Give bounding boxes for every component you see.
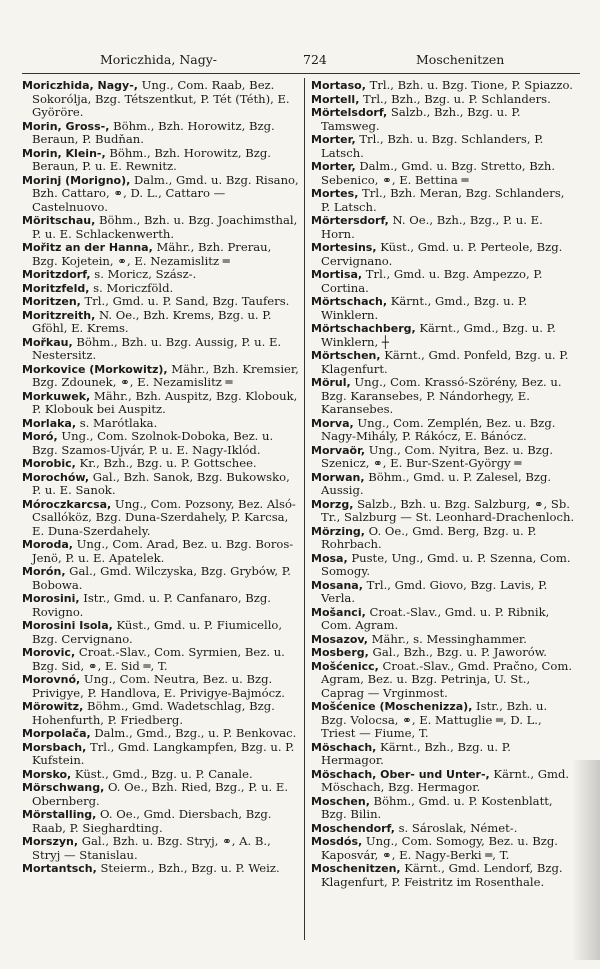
page-edge-shadow (572, 760, 600, 960)
entry-headword: Mosa, (311, 551, 348, 565)
entry-details: N. Oe., Bzh. Krems, Bzg. u. P. Gföhl, E. Krems. (32, 307, 272, 335)
entry-details: Böhm., Bzh. u. Bzg. Aussig, P. u. E. Nestersitz. (32, 334, 282, 362)
entry-details: Salzb., Bzh. u. Bzg. Salzburg, ⚭, Sb. Tr., Salzburg — St. Leonhard-Drachenloch. (321, 496, 575, 524)
directory-entry (311, 106, 576, 133)
entry-details: Ung., Com. Neutra, Bez. u. Bzg. Privigye, P. Handlova, E. Privigye-Bajmócz. (32, 672, 285, 700)
entry-headword: Morkuwek, (22, 389, 91, 403)
entry-details: Gal., Bzh. Sanok, Bzg. Bukowsko, P. u. E. Sanok. (32, 469, 290, 497)
entry-details: Trl., Bzh. Meran, Bzg. Schlanders, P. Latsch. (321, 186, 565, 214)
entry-headword: Möschach, Ober- und Unter-, (311, 767, 490, 781)
entry-headword: Mörstalling, (22, 808, 97, 821)
directory-entry (311, 376, 576, 417)
directory-entry (311, 606, 576, 633)
directory-entry (311, 160, 576, 187)
entry-details: Ung., Com. Zemplén, Bez. u. Bzg. Nagy-Mihály, P. Rákócz, E. Bánócz. (321, 415, 556, 443)
entry-headword: Mořitz an der Hanna, (22, 241, 153, 254)
entry-headword: Morkovice (Morkowitz), (22, 362, 168, 376)
entry-details: Kärnt., Gmd. Lendorf, Bzg. Klagenfurt, P. Feistritz im Rosenthale. (321, 861, 563, 889)
directory-entry (22, 174, 300, 215)
directory-entry (22, 457, 300, 471)
left-column (22, 79, 300, 876)
entry-details: Ung., Com. Szolnok-Doboka, Bez. u. Bzg. Szamos-Ujvár, P. u. E. Nagy-Iklód. (32, 429, 274, 457)
entry-headword: Morosini, (22, 592, 80, 605)
entry-headword: Mortesins, (311, 241, 377, 254)
directory-entry (311, 795, 576, 822)
directory-entry (311, 768, 576, 795)
directory-entry (22, 430, 300, 457)
entry-headword: Moritzfeld, (22, 281, 90, 295)
directory-entry (311, 471, 576, 498)
entry-details: Böhm., Gmd. Wadetschlag, Bzg. Hohenfurth, P. Friedberg. (32, 699, 275, 727)
entry-details: Trl., Gmd. Giovo, Bzg. Lavis, P. Verla. (321, 577, 548, 605)
directory-entry (311, 660, 576, 701)
entry-headword: Mörtschen, (311, 349, 381, 362)
directory-entry (22, 781, 300, 808)
entry-headword: Morlaka, (22, 416, 77, 430)
directory-entry (311, 633, 576, 647)
directory-entry (311, 525, 576, 552)
directory-entry (311, 187, 576, 214)
right-column (311, 79, 576, 889)
entry-details: Ung., Com. Pozsony, Bez. Alsó-Csallóköz, Bzg. Duna-Szerdahely, P. Karcsa, E. Duna-Szerdahely. (32, 496, 296, 538)
directory-entry (22, 336, 300, 363)
entry-headword: Morter, (311, 133, 356, 146)
entry-headword: Morin, Gross-, (22, 119, 110, 133)
directory-entry (22, 727, 300, 741)
entry-headword: Mortisa, (311, 268, 363, 281)
running-header (20, 50, 580, 72)
column-divider (304, 78, 305, 940)
directory-entry (311, 579, 576, 606)
entry-details: Trl., Gmd. u. Bzg. Ampezzo, P. Cortina. (321, 267, 543, 295)
directory-entry (22, 390, 300, 417)
entry-headword: Mosdós, (311, 835, 363, 848)
entry-headword: Morzg, (311, 497, 354, 511)
entry-headword: Mosazov, (311, 632, 368, 646)
entry-details: Kärnt., Gmd. Möschach, Bzg. Hermagor. (321, 766, 570, 794)
directory-entry (311, 700, 576, 741)
entry-headword: Mosberg, (311, 646, 369, 659)
entry-details: s. Moricz, Szász-. (90, 267, 197, 281)
directory-entry (311, 444, 576, 471)
entry-headword: Moriczhida, Nagy-, (22, 79, 138, 92)
directory-entry (22, 835, 300, 862)
entry-details: Gal., Bzh. u. Bzg. Stryj, ⚭, A. B., Stryj — Stanislau. (32, 834, 271, 862)
entry-headword: Mošćenice (Moschenizza), (311, 700, 473, 713)
entry-details: Kärnt., Bzh., Bzg. u. P. Hermagor. (321, 739, 511, 767)
entry-details: Trl., Gmd. u. P. Sand, Bzg. Taufers. (80, 294, 290, 308)
entry-details: Mähr., Bzh. Auspitz, Bzg. Klobouk, P. Klobouk bei Auspitz. (32, 388, 298, 416)
entry-details: Croat.-Slav., Gmd. Pračno, Com. Agram, Bez. u. Bzg. Petrinja, U. St., Caprag — Vrginmost. (321, 658, 573, 700)
entry-headword: Mortell, (311, 92, 360, 106)
entry-details: Küst., Gmd., Bzg. u. P. Canale. (71, 766, 253, 781)
directory-entry (311, 835, 576, 862)
directory-entry (22, 79, 300, 120)
directory-entry (311, 79, 576, 93)
directory-entry (22, 646, 300, 673)
entry-headword: Morinj (Morigno), (22, 173, 131, 187)
entry-headword: Morsko, (22, 767, 72, 781)
entry-details: Böhm., Bzh. Horowitz, Bzg. Beraun, P. u. E. Rewnitz. (32, 145, 271, 173)
directory-entry (311, 241, 576, 268)
entry-details: Böhm., Gmd. u. P. Zalesel, Bzg. Aussig. (321, 469, 552, 497)
entry-headword: Mortantsch, (22, 862, 97, 875)
entry-details: Dalm., Gmd. u. Bzg. Stretto, Bzh. Sebenico, ⚭, E. Bettina ═ (321, 159, 556, 187)
directory-entry (311, 349, 576, 376)
entry-headword: Morpolača, (22, 727, 91, 740)
entry-headword: Möritschau, (22, 214, 96, 227)
entry-headword: Moschen, (311, 794, 370, 808)
directory-entry (311, 133, 576, 160)
header-last-entry: Moschenitzen (416, 52, 505, 67)
entry-headword: Morovic, (22, 646, 76, 659)
entry-headword: Moschenitzen, (311, 862, 401, 875)
directory-entry (22, 282, 300, 296)
entry-headword: Morszyn, (22, 835, 79, 848)
entry-details: Böhm., Bzh. Horowitz, Bzg. Beraun, P. Budňan. (32, 118, 275, 146)
directory-entry (22, 862, 300, 876)
entry-details: Gal., Bzh., Bzg. u. P. Jaworów. (368, 645, 547, 659)
entry-details: Kärnt., Gmd., Bzg. u. P. Winklern. (321, 294, 528, 322)
entry-headword: Morosini Isola, (22, 619, 113, 632)
directory-entry (22, 700, 300, 727)
entry-headword: Mörtelsdorf, (311, 106, 388, 119)
directory-entry (311, 295, 576, 322)
directory-entry (22, 673, 300, 700)
directory-entry (311, 862, 576, 889)
entry-details: Trl., Bzh. u. Bzg. Tione, P. Spiazzo. (365, 78, 573, 92)
entry-headword: Moroda, (22, 538, 73, 551)
entry-details: Croat.-Slav., Com. Syrmien, Bez. u. Bzg. Sid, ⚭, E. Sid ═, T. (32, 645, 285, 673)
entry-headword: Mošćenicc, (311, 659, 379, 673)
entry-details: O. Oe., Gmd. Berg, Bzg. u. P. Rohrbach. (321, 523, 537, 551)
entry-headword: Moschendorf, (311, 821, 395, 835)
entry-details: Mähr., Bzh. Kremsier, Bzg. Zdounek, ⚭, E. Nezamislitz ═ (32, 361, 299, 389)
directory-entry (22, 498, 300, 539)
directory-entry (311, 417, 576, 444)
entry-details: Croat.-Slav., Gmd. u. P. Ribnik, Com. Agram. (321, 604, 550, 632)
directory-entry (22, 295, 300, 309)
entry-details: Küst., Gmd. u. P. Perteole, Bzg. Cervignano. (321, 240, 563, 268)
entry-details: Trl., Gmd. Langkampfen, Bzg. u. P. Kufstein. (32, 739, 295, 767)
entry-headword: Morvaör, (311, 443, 366, 457)
directory-entry (22, 309, 300, 336)
entry-details: O. Oe., Gmd. Diersbach, Bzg. Raab, P. Sieghardting. (32, 807, 272, 835)
header-first-entry: Moriczhida, Nagy- (100, 52, 218, 67)
entry-headword: Morobic, (22, 457, 76, 470)
page-number: 724 (303, 52, 327, 67)
entry-headword: Morwan, (311, 470, 365, 484)
entry-headword: Moritzdorf, (22, 268, 91, 281)
entry-details: Ung., Com. Raab, Bez. Sokorólja, Bzg. Tétszentkut, P. Tét (Téth), E. Györöre. (32, 78, 290, 119)
entry-headword: Mörzing, (311, 524, 365, 538)
entry-details: Steierm., Bzh., Bzg. u. P. Weiz. (96, 861, 280, 875)
directory-entry (311, 552, 576, 579)
entry-details: Böhm., Bzh. u. Bzg. Joachimsthal, P. u. E. Schlackenwerth. (32, 213, 298, 241)
directory-entry (22, 619, 300, 646)
entry-headword: Morovnó, (22, 673, 81, 686)
entry-details: Ung., Com. Somogy, Bez. u. Bzg. Kaposvár, ⚭, E. Nagy-Berki ═, T. (321, 834, 558, 862)
directory-entry (22, 808, 300, 835)
entry-headword: Mörowitz, (22, 700, 84, 713)
entry-headword: Mörtersdorf, (311, 214, 389, 227)
directory-entry (22, 592, 300, 619)
entry-headword: Mosana, (311, 578, 363, 592)
directory-entry (311, 214, 576, 241)
entry-headword: Mortaso, (311, 79, 366, 92)
entry-headword: Mörtschachberg, (311, 322, 416, 335)
entry-headword: Mortes, (311, 187, 359, 200)
entry-details: O. Oe., Bzh. Ried, Bzg., P. u. E. Obernberg. (32, 780, 289, 808)
directory-entry (22, 741, 300, 768)
entry-headword: Moró, (22, 430, 58, 443)
entry-headword: Móroczkarcsa, (22, 497, 112, 511)
entry-headword: Mořkau, (22, 335, 73, 349)
entry-headword: Morsbach, (22, 740, 87, 754)
entry-details: Trl., Bzh., Bzg. u. P. Schlanders. (359, 91, 551, 106)
entry-details: Kärnt., Gmd. Ponfeld, Bzg. u. P. Klagenfurt. (321, 348, 569, 376)
directory-entry (22, 363, 300, 390)
directory-entry (22, 147, 300, 174)
directory-entry (22, 471, 300, 498)
entry-headword: Mörul, (311, 376, 351, 389)
directory-entry (311, 741, 576, 768)
entry-details: Kr., Bzh., Bzg. u. P. Gottschee. (75, 456, 257, 470)
directory-entry (311, 822, 576, 836)
entry-details: Kärnt., Gmd., Bzg. u. P. Winklern, ┼ (321, 321, 556, 349)
entry-headword: Morón, (22, 565, 66, 578)
directory-entry (22, 120, 300, 147)
directory-entry (22, 214, 300, 241)
entry-headword: Mošanci, (311, 605, 366, 619)
entry-details: Puste, Ung., Gmd. u. P. Szenna, Com. Somogy. (321, 550, 571, 578)
directory-entry (311, 93, 576, 107)
entry-details: Dalm., Gmd. u. Bzg. Risano, Bzh. Cattaro, ⚭, D. L., Cattaro — Castelnuovo. (32, 172, 299, 214)
entry-details: s. Sároslak, Német-. (394, 820, 518, 835)
entry-details: s. Moriczföld. (89, 280, 174, 295)
directory-entry (311, 498, 576, 525)
entry-details: Trl., Bzh. u. Bzg. Schlanders, P. Latsch. (321, 132, 544, 160)
entry-details: Istr., Gmd. u. P. Canfanaro, Bzg. Rovigno. (32, 591, 271, 619)
directory-entry (22, 538, 300, 565)
directory-entry (22, 565, 300, 592)
header-rule (22, 73, 580, 74)
entry-details: s. Marótlaka. (76, 415, 158, 430)
entry-details: Salzb., Bzh., Bzg. u. P. Tamsweg. (321, 105, 521, 133)
entry-details: N. Oe., Bzh., Bzg., P. u. E. Horn. (321, 213, 543, 241)
entry-headword: Morochów, (22, 470, 90, 484)
entry-headword: Möschach, (311, 740, 377, 754)
directory-entry (22, 768, 300, 782)
entry-details: Mähr., s. Messinghammer. (367, 631, 527, 646)
entry-details: Istr., Bzh. u. Bzg. Volocsa, ⚭, E. Mattuglie ═, D. L., Triest — Fiume, T. (321, 699, 548, 740)
entry-details: Ung., Com. Nyitra, Bez. u. Bzg. Szenicz, ⚭, E. Bur-Szent-György ═ (321, 442, 554, 470)
directory-entry (22, 417, 300, 431)
entry-headword: Moritzreith, (22, 308, 96, 322)
entry-details: Ung., Com. Arad, Bez. u. Bzg. Boros-Jenö, P. u. E. Apatelek. (32, 537, 294, 565)
directory-entry (22, 268, 300, 282)
directory-entry (311, 268, 576, 295)
directory-entry (311, 646, 576, 660)
entry-headword: Moritzen, (22, 295, 81, 308)
entry-details: Küst., Gmd. u. P. Fiumicello, Bzg. Cervignano. (32, 618, 283, 646)
directory-entry (22, 241, 300, 268)
entry-details: Dalm., Gmd., Bzg., u. P. Benkovac. (90, 726, 297, 740)
entry-headword: Mörschwang, (22, 781, 105, 794)
entry-details: Gal., Gmd. Wilczyska, Bzg. Grybów, P. Bobowa. (32, 564, 291, 592)
entry-details: Mähr., Bzh. Prerau, Bzg. Kojetein, ⚭, E. Nezamislitz ═ (32, 240, 272, 268)
entry-headword: Morter, (311, 160, 356, 173)
directory-entry (311, 322, 576, 349)
entry-headword: Mörtschach, (311, 295, 388, 308)
entry-details: Böhm., Gmd. u. P. Kostenblatt, Bzg. Bilin. (321, 793, 553, 821)
entry-headword: Morin, Klein-, (22, 146, 106, 160)
entry-headword: Morva, (311, 416, 354, 430)
entry-details: Ung., Com. Krassó-Szörény, Bez. u. Bzg. Karansebes, P. Nándorhegy, E. Karansebes. (321, 375, 562, 416)
